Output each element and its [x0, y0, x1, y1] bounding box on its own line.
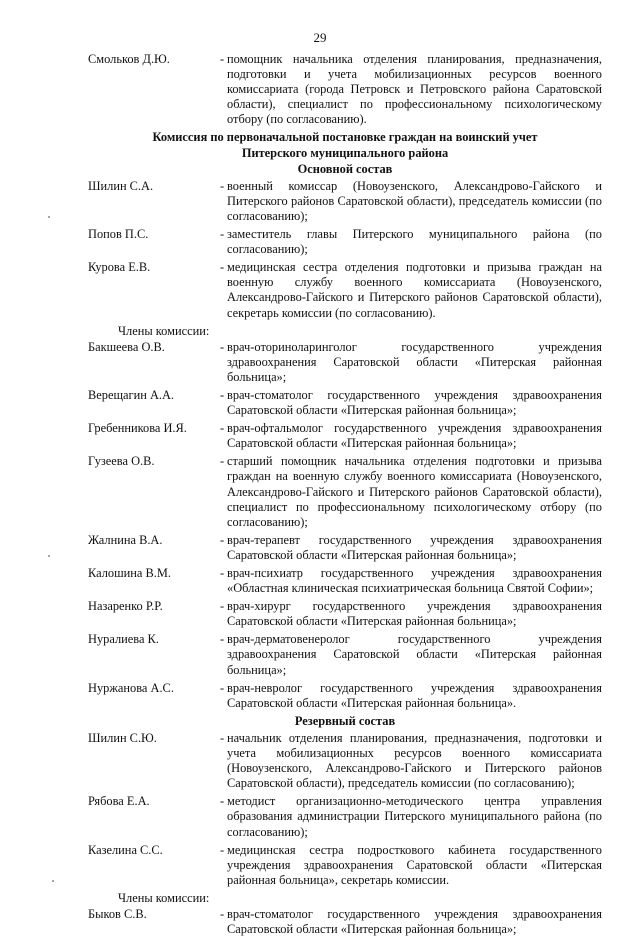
members-label: Члены комиссии:: [118, 323, 210, 338]
person-role: - методист организационно-методического центра управления образования администрации Питерского муниципального района (по согласованию);: [220, 794, 602, 839]
person-role: - врач-терапевт государственного учреждения здравоохранения Саратовской области «Питерская районная больница»;: [220, 533, 602, 563]
person-name: Курова Е.В.: [88, 260, 151, 275]
person-name: Жалнина В.А.: [88, 532, 163, 547]
person-name: Казелина С.С.: [88, 842, 163, 857]
list-item: [88, 843, 602, 888]
scan-speck: [48, 555, 50, 557]
person-name: Нуралиева К.: [88, 632, 159, 647]
person-name: Рябова Е.А.: [88, 794, 150, 809]
person-role: - начальник отделения планирования, предназначения, подготовки и учета мобилизационных ресурсов военного комиссариата (Новоузенского, Александрово-Гайского и Питерского районов Саратовской области), председатель комиссии (по согласованию);: [220, 731, 602, 791]
list-item: [88, 907, 602, 937]
main-composition-heading: Основной состав: [297, 161, 393, 176]
reserve-composition-heading: Резервный состав: [294, 713, 396, 728]
list-item: [88, 731, 602, 791]
list-item: [88, 632, 602, 677]
person-role: - заместитель главы Питерского муниципального района (по согласованию);: [220, 227, 602, 257]
document-body: [88, 52, 602, 940]
person-name: Нуржанова А.С.: [88, 680, 174, 695]
person-name: Бакшеева О.В.: [88, 339, 165, 354]
person-name: Гузеева О.В.: [88, 454, 155, 469]
person-name: Шилин С.А.: [88, 178, 154, 193]
person-role: - помощник начальника отделения планирования, предназначения, подготовки и учета мобилизационных ресурсов военного комиссариата (города Петровск и Петровского района Саратовской области), специалист по профессиональному психологическому отбору (по согласованию).: [220, 52, 602, 127]
person-role: - врач-психиатр государственного учреждения здравоохранения «Областная клиническая психиатрическая больница Святой Софии»;: [220, 566, 602, 596]
person-name: Попов П.С.: [88, 227, 149, 242]
members-label: Члены комиссии:: [118, 890, 210, 905]
person-name: Быков С.В.: [88, 906, 147, 921]
person-role: - врач-стоматолог государственного учреждения здравоохранения Саратовской области «Питерская районная больница»;: [220, 907, 602, 937]
list-item: [88, 681, 602, 711]
person-name: Гребенникова И.Я.: [88, 421, 187, 436]
list-item: [88, 227, 602, 257]
intro-entry: [88, 52, 602, 127]
person-role: - врач-невролог государственного учреждения здравоохранения Саратовской области «Питерская районная больница».: [220, 681, 602, 711]
list-item: [88, 340, 602, 385]
person-role: - военный комиссар (Новоузенского, Александрово-Гайского и Питерского районов Саратовской области), председатель комиссии (по согласованию);: [220, 179, 602, 224]
list-item: [88, 566, 602, 596]
page-number: 29: [313, 30, 327, 45]
person-name: Калошина В.М.: [88, 566, 171, 580]
commission-title-line-1: Комиссия по первоначальной постановке граждан на воинский учет: [152, 130, 538, 145]
list-item: [88, 179, 602, 224]
list-item: [88, 794, 602, 839]
person-name: Назаренко Р.Р.: [88, 599, 163, 614]
person-role: - медицинская сестра подросткового кабинета государственного учреждения здравоохранения Саратовской области «Питерская районная больница», секретарь комиссии.: [220, 843, 602, 888]
commission-title: [88, 130, 602, 160]
scan-speck: [52, 880, 54, 882]
person-role: - медицинская сестра отделения подготовки и призыва граждан на военную службу военного комиссариата (Новоузенского, Александрово-Гайского и Питерского районов Саратовской области), секретарь комиссии (по согласованию).: [220, 260, 602, 320]
list-item: [88, 388, 602, 418]
person-role: - врач-офтальмолог государственного учреждения здравоохранения Саратовской области «Питерская районная больница»;: [220, 421, 602, 451]
list-item: [88, 599, 602, 629]
person-role: - врач-стоматолог государственного учреждения здравоохранения Саратовской области «Питерская районная больница»;: [220, 388, 602, 418]
person-role: - врач-оториноларинголог государственного учреждения здравоохранения Саратовской области «Питерская районная больница»;: [220, 340, 602, 385]
person-name: Шилин С.Ю.: [88, 730, 157, 745]
list-item: [88, 260, 602, 320]
person-role: - врач-дерматовенеролог государственного учреждения здравоохранения Саратовской области «Питерская районная больница»;: [220, 632, 602, 677]
scan-speck: [48, 216, 50, 218]
list-item: [88, 454, 602, 529]
person-role: - старший помощник начальника отделения подготовки и призыва граждан на военную службу военного комиссариата (Новоузенского, Александрово-Гайского и Питерского районов Саратовской области), специалист по профессиональному психологическому отбору (по согласованию);: [220, 454, 602, 529]
commission-title-line-2: Питерского муниципального района: [241, 145, 449, 160]
person-name: Смольков Д.Ю.: [88, 52, 170, 66]
person-role: - врач-хирург государственного учреждения здравоохранения Саратовской области «Питерская районная больница»;: [220, 599, 602, 629]
person-name: Верещагин А.А.: [88, 387, 175, 402]
list-item: [88, 533, 602, 563]
list-item: [88, 421, 602, 451]
